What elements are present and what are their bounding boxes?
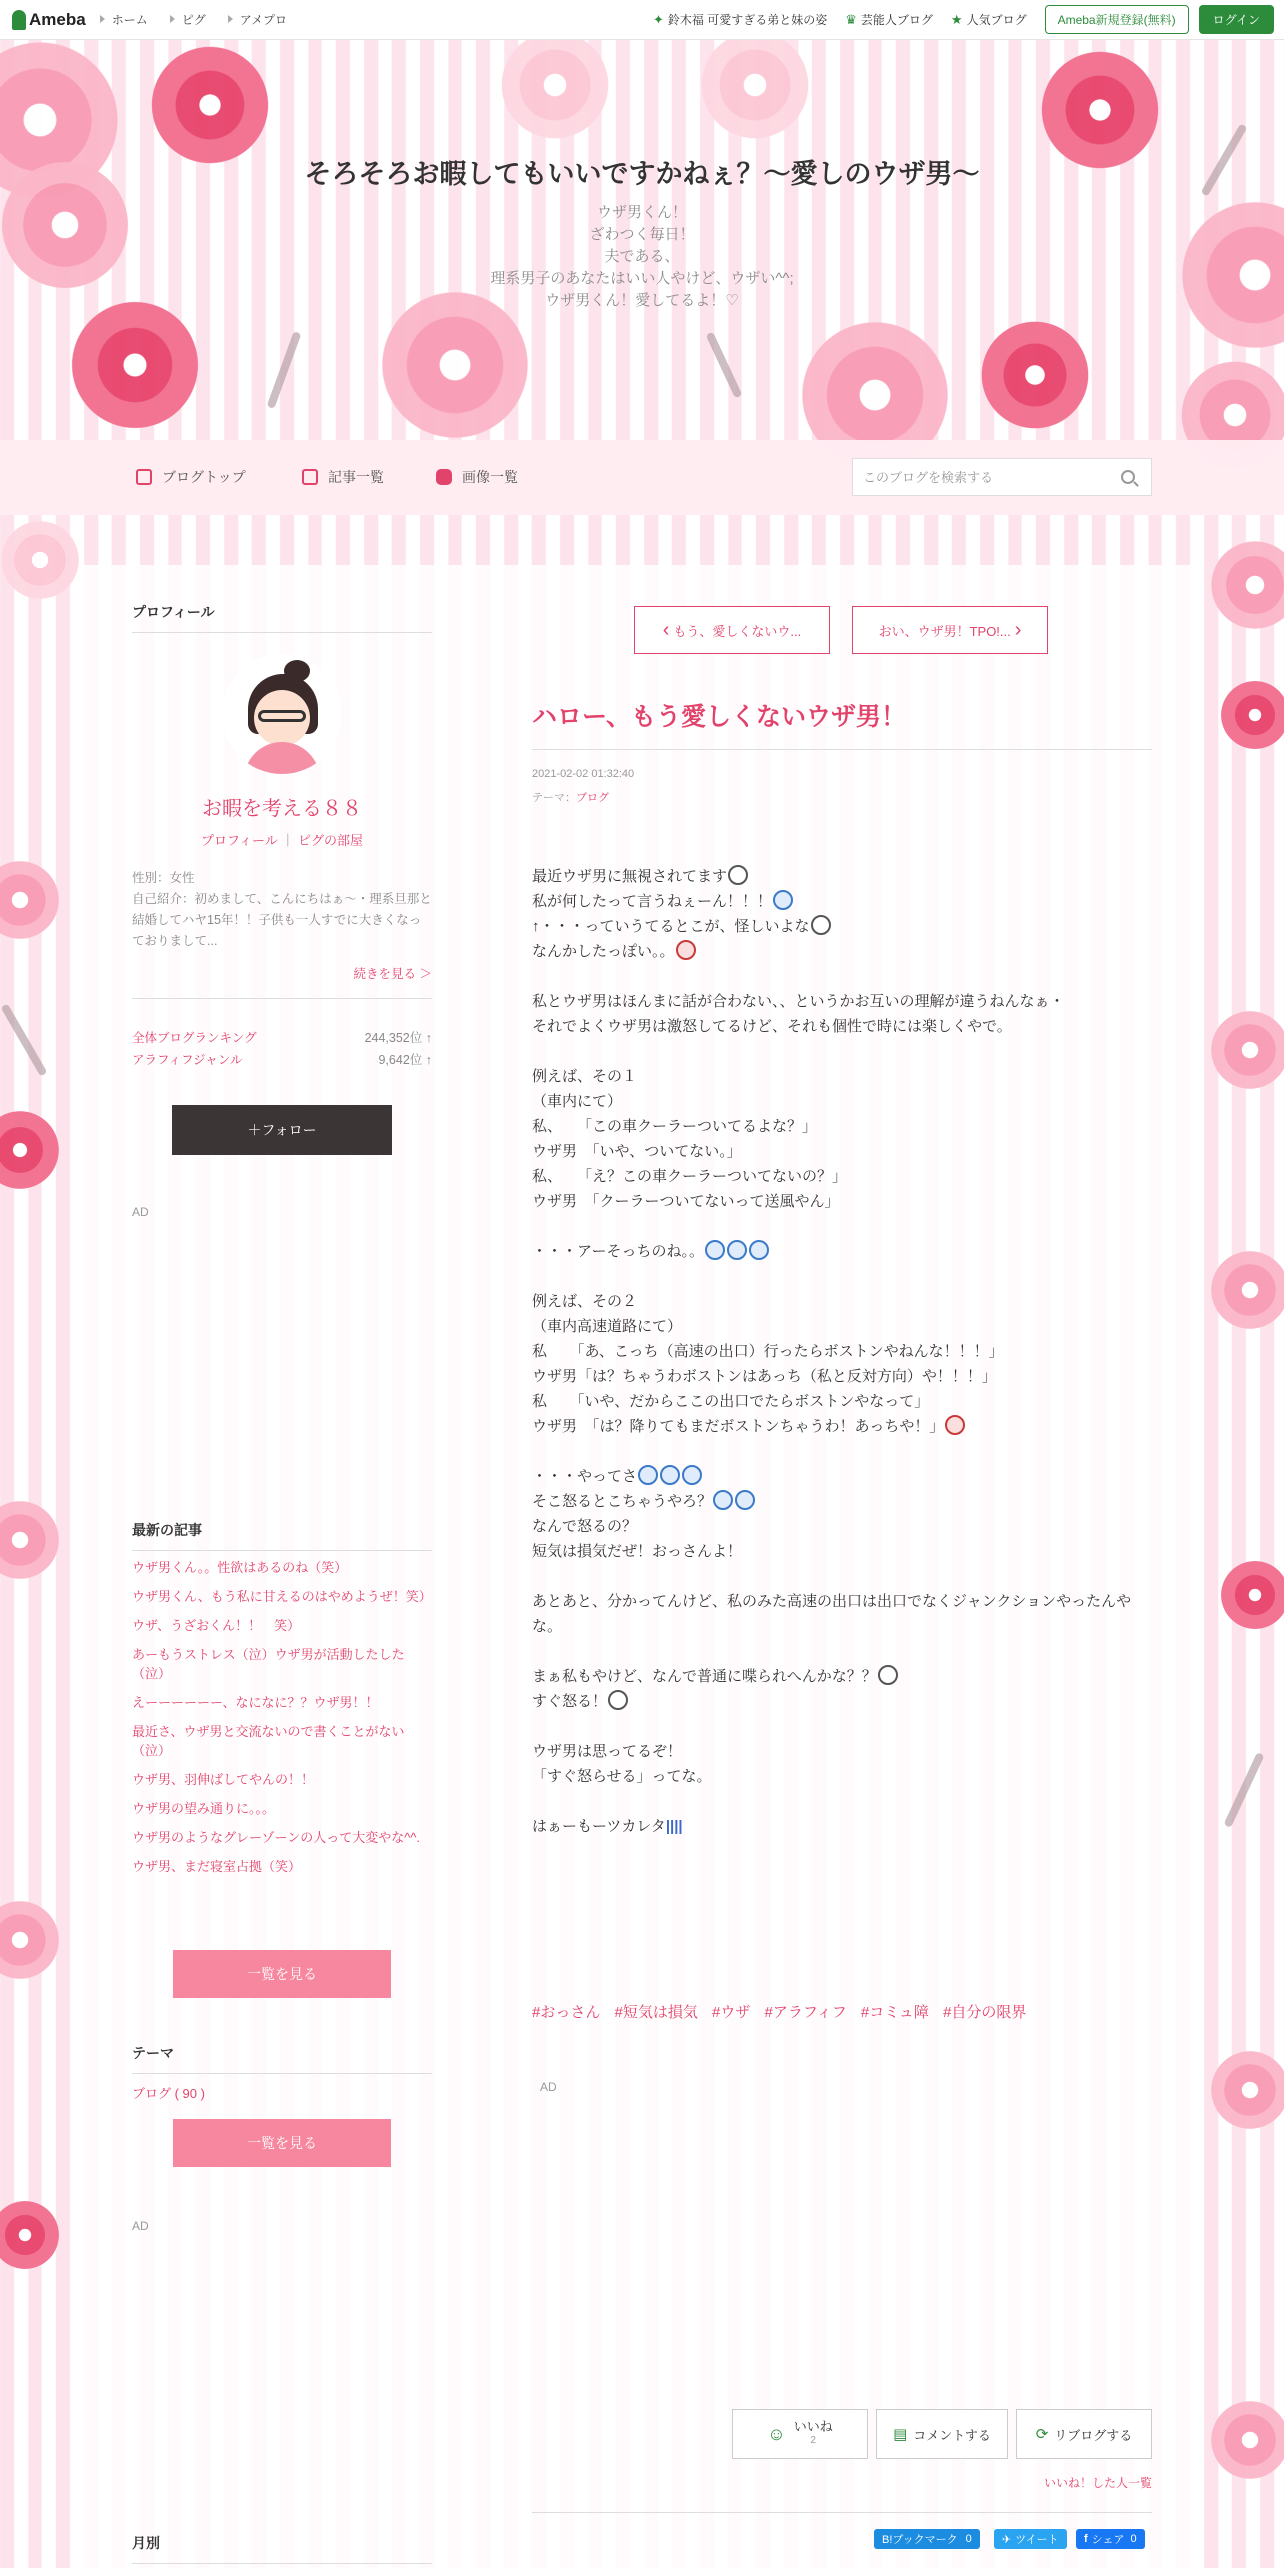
laugh-emoji-icon xyxy=(735,1490,755,1510)
profile-intro: 自己紹介：初めまして、こんにちはぁ〜・理系旦那と結婚してハヤ15年！！子供も一人すでに大きくなっておりまして... xyxy=(132,892,432,948)
avatar[interactable] xyxy=(222,654,342,774)
profile-name[interactable]: お暇を考える８８ xyxy=(202,798,362,820)
ranking-box xyxy=(132,998,432,1071)
popular-blog-link[interactable]: ★ 人気ブログ xyxy=(950,11,1027,27)
crown-icon: ♛ xyxy=(845,11,857,27)
tired-emoji-icon xyxy=(660,1465,680,1485)
link-divider: ｜ xyxy=(281,833,298,848)
global-nav xyxy=(100,11,309,28)
profile-gender: 性別：女性 xyxy=(132,871,195,885)
chevron-right-icon: › xyxy=(1014,618,1022,641)
skull-emoji-icon xyxy=(608,1690,628,1710)
tired-emoji-icon xyxy=(705,1240,725,1260)
ad-label: AD xyxy=(132,2219,149,2233)
hatena-bookmark-button[interactable]: B!ブックマーク 0 xyxy=(874,2529,980,2549)
smile-emoji-icon xyxy=(728,865,748,885)
list-item[interactable]: えーーーーーー、なになに？？ウザ男！！ xyxy=(132,1695,379,1710)
profile-summary xyxy=(132,868,432,952)
blog-description: ウザ男くん！ ざわつく毎日！ 夫である、 理系男子のあなたはいい人やけど、ウザい^^; ウザ男くん！愛してるよ！♡ xyxy=(490,204,794,309)
blog-nav xyxy=(0,440,1284,515)
entry-title-wrap xyxy=(532,697,1152,750)
blog-title[interactable]: そろそろお暇してもいいですかねぇ？〜愛しのウザ男〜 xyxy=(304,159,980,189)
glasses-icon xyxy=(258,710,306,722)
list-item[interactable]: ウザ男くん。。性欲はあるのね（笑） xyxy=(132,1560,348,1575)
list-item[interactable]: ウザ、うざおくん！！ 笑） xyxy=(132,1618,301,1633)
theme-list-more-button[interactable]: 一覧を見る xyxy=(173,2119,391,2167)
exhausted-lines-icon: |||| xyxy=(665,1818,683,1835)
facebook-share-button[interactable]: f シェア 0 xyxy=(1076,2529,1145,2549)
hashtag-link[interactable]: #ウザ xyxy=(712,2004,751,2021)
nav-pigg-link[interactable]: ピグ xyxy=(170,11,206,28)
login-button[interactable]: ログイン xyxy=(1199,5,1274,34)
camera-icon xyxy=(436,469,452,485)
twitter-icon: ✈ xyxy=(1002,2533,1012,2546)
like-count: 2 xyxy=(810,2435,816,2446)
tweet-button[interactable]: ✈ ツイート xyxy=(994,2529,1067,2549)
ad-label: AD xyxy=(540,2080,557,2094)
trending-topic-link[interactable]: ✦ 鈴木福 可愛すぎる弟と妹の姿 xyxy=(652,11,828,27)
sparkle-icon: ✦ xyxy=(652,11,664,27)
entry-theme-link[interactable]: ブログ xyxy=(576,792,609,804)
title-divider xyxy=(532,749,1152,750)
search-icon[interactable] xyxy=(1121,470,1135,484)
reblog-icon: ⟳ xyxy=(1035,2426,1049,2443)
facebook-icon: f xyxy=(1084,2533,1088,2545)
entry-date: 2021-02-02 01:32:40 xyxy=(532,768,635,780)
nav-blog-top[interactable]: ブログトップ xyxy=(136,467,246,487)
like-button[interactable]: ☺ いいね 2 xyxy=(732,2409,868,2459)
tired-emoji-icon xyxy=(682,1465,702,1485)
hashtag-link[interactable]: #コミュ障 xyxy=(860,2004,929,2021)
ameba-logo-icon xyxy=(12,10,26,30)
theme-more-wrap xyxy=(132,2119,432,2167)
star-icon: ★ xyxy=(950,11,963,27)
document-icon xyxy=(136,469,152,485)
angry-emoji-icon xyxy=(676,940,696,960)
theme-item[interactable]: ブログ ( 90 ) xyxy=(132,2086,205,2101)
tired-emoji-icon xyxy=(638,1465,658,1485)
nav-image-list[interactable]: 画像一覧 xyxy=(436,467,518,487)
blog-header xyxy=(0,40,1284,440)
recent-heading: 最新の記事 xyxy=(132,1520,432,1551)
smile-icon: ☺ xyxy=(767,2423,786,2444)
entry-theme: テーマ：ブログ xyxy=(532,792,609,804)
tired-emoji-icon xyxy=(749,1240,769,1260)
hashtag-link[interactable]: #おっさん xyxy=(532,2004,601,2021)
follow-wrap xyxy=(132,1105,432,1155)
ranking-row[interactable]: アラフィフジャンル 9,642位 ↑ xyxy=(132,1053,432,1067)
comment-button[interactable]: ▤ コメントする xyxy=(876,2409,1008,2459)
list-item[interactable]: ウザ男のようなグレーゾーンの人って大変やな^^. xyxy=(132,1830,421,1845)
nav-entry-list[interactable]: 記事一覧 xyxy=(302,467,384,487)
recent-more-wrap xyxy=(132,1950,432,1998)
share-divider xyxy=(532,2512,1152,2513)
list-item[interactable]: ウザ男の望み通りに。。。 xyxy=(132,1801,276,1816)
celebrity-blog-link[interactable]: ♛ 芸能人ブログ xyxy=(845,11,933,27)
profile-avatar-wrap xyxy=(132,654,432,774)
profile-links xyxy=(132,830,432,849)
ad-label: AD xyxy=(132,1205,149,1219)
theme-heading: テーマ xyxy=(132,2043,432,2074)
crying-emoji-icon xyxy=(773,890,793,910)
recent-list-more-button[interactable]: 一覧を見る xyxy=(173,1950,391,1998)
global-header-right xyxy=(653,5,1284,34)
follow-button[interactable]: ＋フォロー xyxy=(172,1105,392,1155)
suspicious-emoji-icon xyxy=(811,915,831,935)
nav-home-link[interactable]: ホーム xyxy=(100,11,148,28)
ranking-row[interactable]: 全体ブログランキング 244,352位 ↑ xyxy=(132,1031,432,1045)
entry-title[interactable]: ハロー、もう愛しくないウザ男！ xyxy=(532,703,907,731)
chevron-left-icon: ‹ xyxy=(662,618,670,641)
list-item[interactable]: ウザ男、まだ寝室占拠（笑） xyxy=(132,1859,302,1874)
liked-users-link[interactable]: いいね！した人一覧 xyxy=(1043,2476,1152,2490)
hashtag-link[interactable]: #自分の限界 xyxy=(943,2004,1027,2021)
signup-button[interactable]: Ameba新規登録(無料) xyxy=(1045,5,1189,34)
list-item[interactable]: ウザ男くん、もう私に甘えるのはやめようぜ！笑） xyxy=(132,1589,432,1604)
hashtag-link[interactable]: #短気は損気 xyxy=(614,2004,698,2021)
list-item[interactable]: あーもうストレス（泣）ウザ男が活動したした（泣） xyxy=(132,1647,405,1681)
global-header xyxy=(0,0,1284,40)
ameba-logo[interactable]: Ameba xyxy=(12,10,86,30)
hashtag-link[interactable]: #アラフィフ xyxy=(764,2004,847,2021)
recent-entries-list xyxy=(132,1558,432,1886)
nav-amepro-link[interactable]: アメプロ xyxy=(228,11,287,28)
anger-emoji-icon xyxy=(945,1415,965,1435)
blog-search-box xyxy=(852,458,1152,496)
entry-body: 最近ウザ男に無視されてます 私が何したって言うねぇーん！！！ ↑・・・っていうてるとこが、怪しいよな なんかしたっぽい。。 私とウザ男はほんまに話が合わない、、というかお互いの理解が違うねんなぁ・ それでよくウザ男は激怒してるけど、それも個性で時には楽しくやで。 例えば、その１ （車内にて） 私、 「この車クーラーついてるよな？」 ウザ男 「いや、ついてない。」 私、 「え？この車クーラーついてないの？」 ウザ男 「クーラーついてないって送風やん」 ・・・アーそっちのね。。 例えば、その２ （車内高速道路にて） 私 「あ、こっち（高速の出口）行ったらボストンやねんな！！！」 ウザ男「は？ちゃうわボストンはあっち（私と反対方向）や！！！」 私 「いや、だからここの出口でたらボストンやなって」 ウザ男 「は？降りてもまだボストンちゃうわ！あっちや！」 ・・・やってさ そこ怒るとこちゃうやろ？ なんで怒るの？ 短気は損気だぜ！おっさんよ！ あとあと、分かってんけど、私のみた高速の出口は出口でなくジャンクションやったんやな。 まぁ私もやけど、なんで普通に喋られへんかな？？ すぐ怒る！ ウザ男は思ってるぞ！ 「すぐ怒らせる」ってな。 はぁーもーツカレタ|||| xyxy=(532,864,1152,1839)
pigg-room-link[interactable]: ピグの部屋 xyxy=(297,833,363,848)
copy-icon xyxy=(302,469,318,485)
reblog-button[interactable]: ⟳ リブログする xyxy=(1016,2409,1152,2459)
list-item[interactable]: 最近さ、ウザ男と交流ないので書くことがない（泣） xyxy=(132,1724,405,1758)
prev-entry-button[interactable]: ‹ もう、愛しくないウ... xyxy=(634,606,830,654)
confused-emoji-icon xyxy=(878,1665,898,1685)
laugh-emoji-icon xyxy=(713,1490,733,1510)
hashtags xyxy=(532,2001,1152,2022)
next-entry-button[interactable]: おい、ウザ男！TPO!... › xyxy=(852,606,1048,654)
entry-meta xyxy=(532,762,1152,810)
monthly-heading: 月別 xyxy=(132,2533,432,2564)
list-item[interactable]: ウザ男、羽伸ばしてやんの！！ xyxy=(132,1772,315,1787)
profile-heading: プロフィール xyxy=(132,602,432,633)
comment-icon: ▤ xyxy=(893,2426,908,2443)
profile-more-link[interactable]: 続きを見る ＞ xyxy=(353,967,432,981)
profile-link[interactable]: プロフィール xyxy=(201,833,278,848)
tired-emoji-icon xyxy=(727,1240,747,1260)
blog-search-input[interactable] xyxy=(853,459,1121,495)
